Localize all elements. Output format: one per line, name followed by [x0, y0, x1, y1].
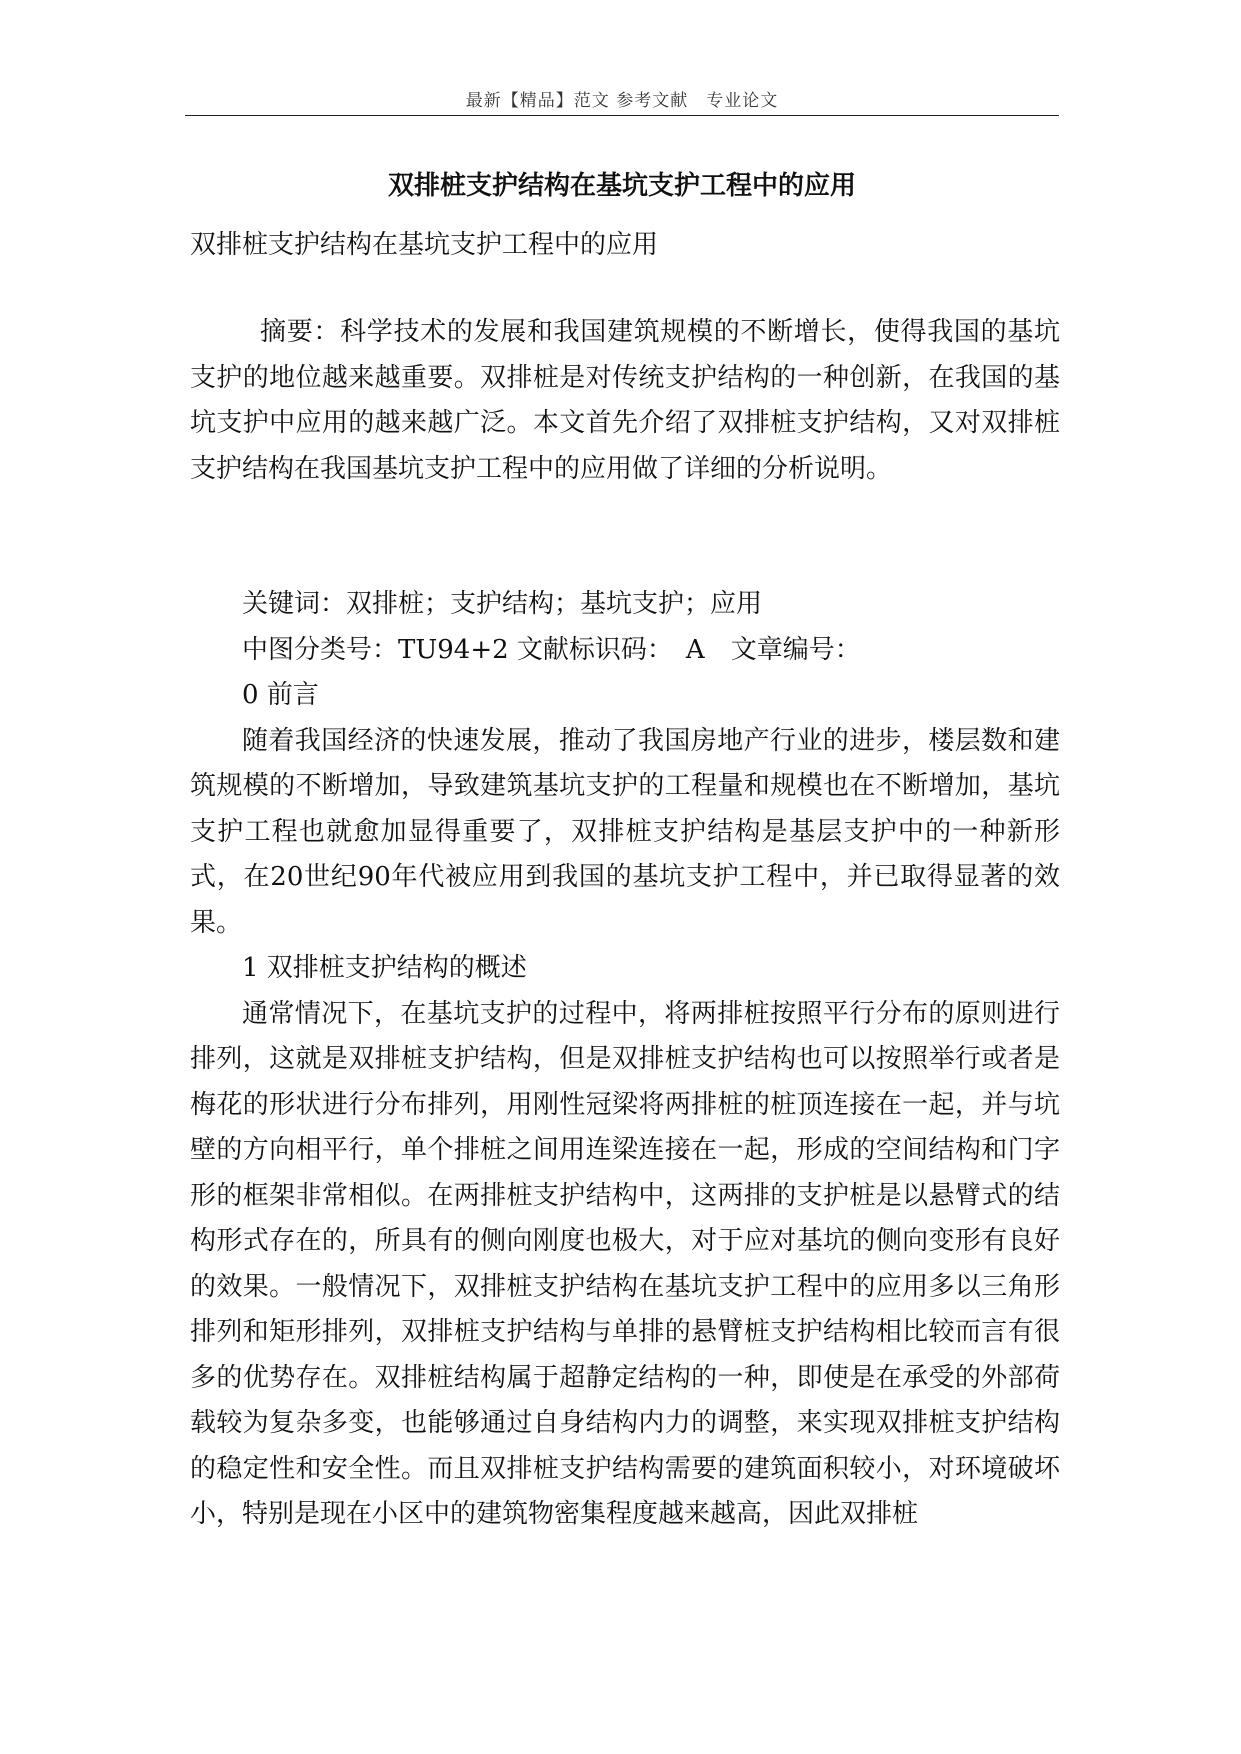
document-body	[190, 310, 1060, 1538]
spacer	[190, 537, 1060, 582]
header-rule	[185, 115, 1059, 116]
keywords-line: 关键词：双排桩；支护结构；基坑支护；应用	[242, 589, 763, 619]
page-header: 最新【精品】范文 参考文献 专业论文	[465, 91, 779, 111]
document-subtitle: 双排桩支护结构在基坑支护工程中的应用	[190, 230, 659, 260]
classification-line: 中图分类号：TU94+2 文献标识码： A 文章编号：	[242, 634, 861, 665]
spacer	[190, 492, 1060, 537]
abstract-paragraph: 摘要：科学技术的发展和我国建筑规模的不断增长，使得我国的基坑支护的地位越来越重要。双排桩是对传统支护结构的一种创新，在我国的基坑支护中应用的越来越广泛。本文首先介绍了双排桩支护结构，又对双排桩支护结构在我国基坑支护工程中的应用做了详细的分析说明。	[190, 317, 1060, 484]
section-paragraph: 通常情况下，在基坑支护的过程中，将两排桩按照平行分布的原则进行排列，这就是双排桩支护结构，但是双排桩支护结构也可以按照举行或者是梅花的形状进行分布排列，用刚性冠梁将两排桩的桩顶连接在一起，并与坑壁的方向相平行，单个排桩之间用连梁连接在一起，形成的空间结构和门字形的框架非常相似。在两排桩支护结构中，这两排的支护桩是以悬臂式的结构形式存在的，所具有的侧向刚度也极大，对于应对基坑的侧向变形有良好的效果。一般情况下，双排桩支护结构在基坑支护工程中的应用多以三角形排列和矩形排列，双排桩支护结构与单排的悬臂桩支护结构相比较而言有很多的优势存在。双排桩结构属于超静定结构的一种，即使是在承受的外部荷载较为复杂多变，也能够通过自身结构内力的调整，来实现双排桩支护结构的稳定性和安全性。而且双排桩支护结构需要的建筑面积较小，对环境破坏小，特别是现在小区中的建筑物密集程度越来越高，因此双排桩	[190, 998, 1060, 1529]
document-title: 双排桩支护结构在基坑支护工程中的应用	[387, 171, 856, 201]
section-paragraph: 随着我国经济的快速发展，推动了我国房地产行业的进步，楼层数和建筑规模的不断增加，导致建筑基坑支护的工程量和规模也在不断增加，基坑支护工程也就愈加显得重要了，双排桩支护结构是基层支护中的一种新形式，在20世纪90年代被应用到我国的基坑支护工程中，并已取得显著的效果。	[190, 725, 1060, 938]
section-heading: 1 双排桩支护结构的概述	[242, 953, 527, 983]
section-heading: 0 前言	[242, 680, 319, 710]
